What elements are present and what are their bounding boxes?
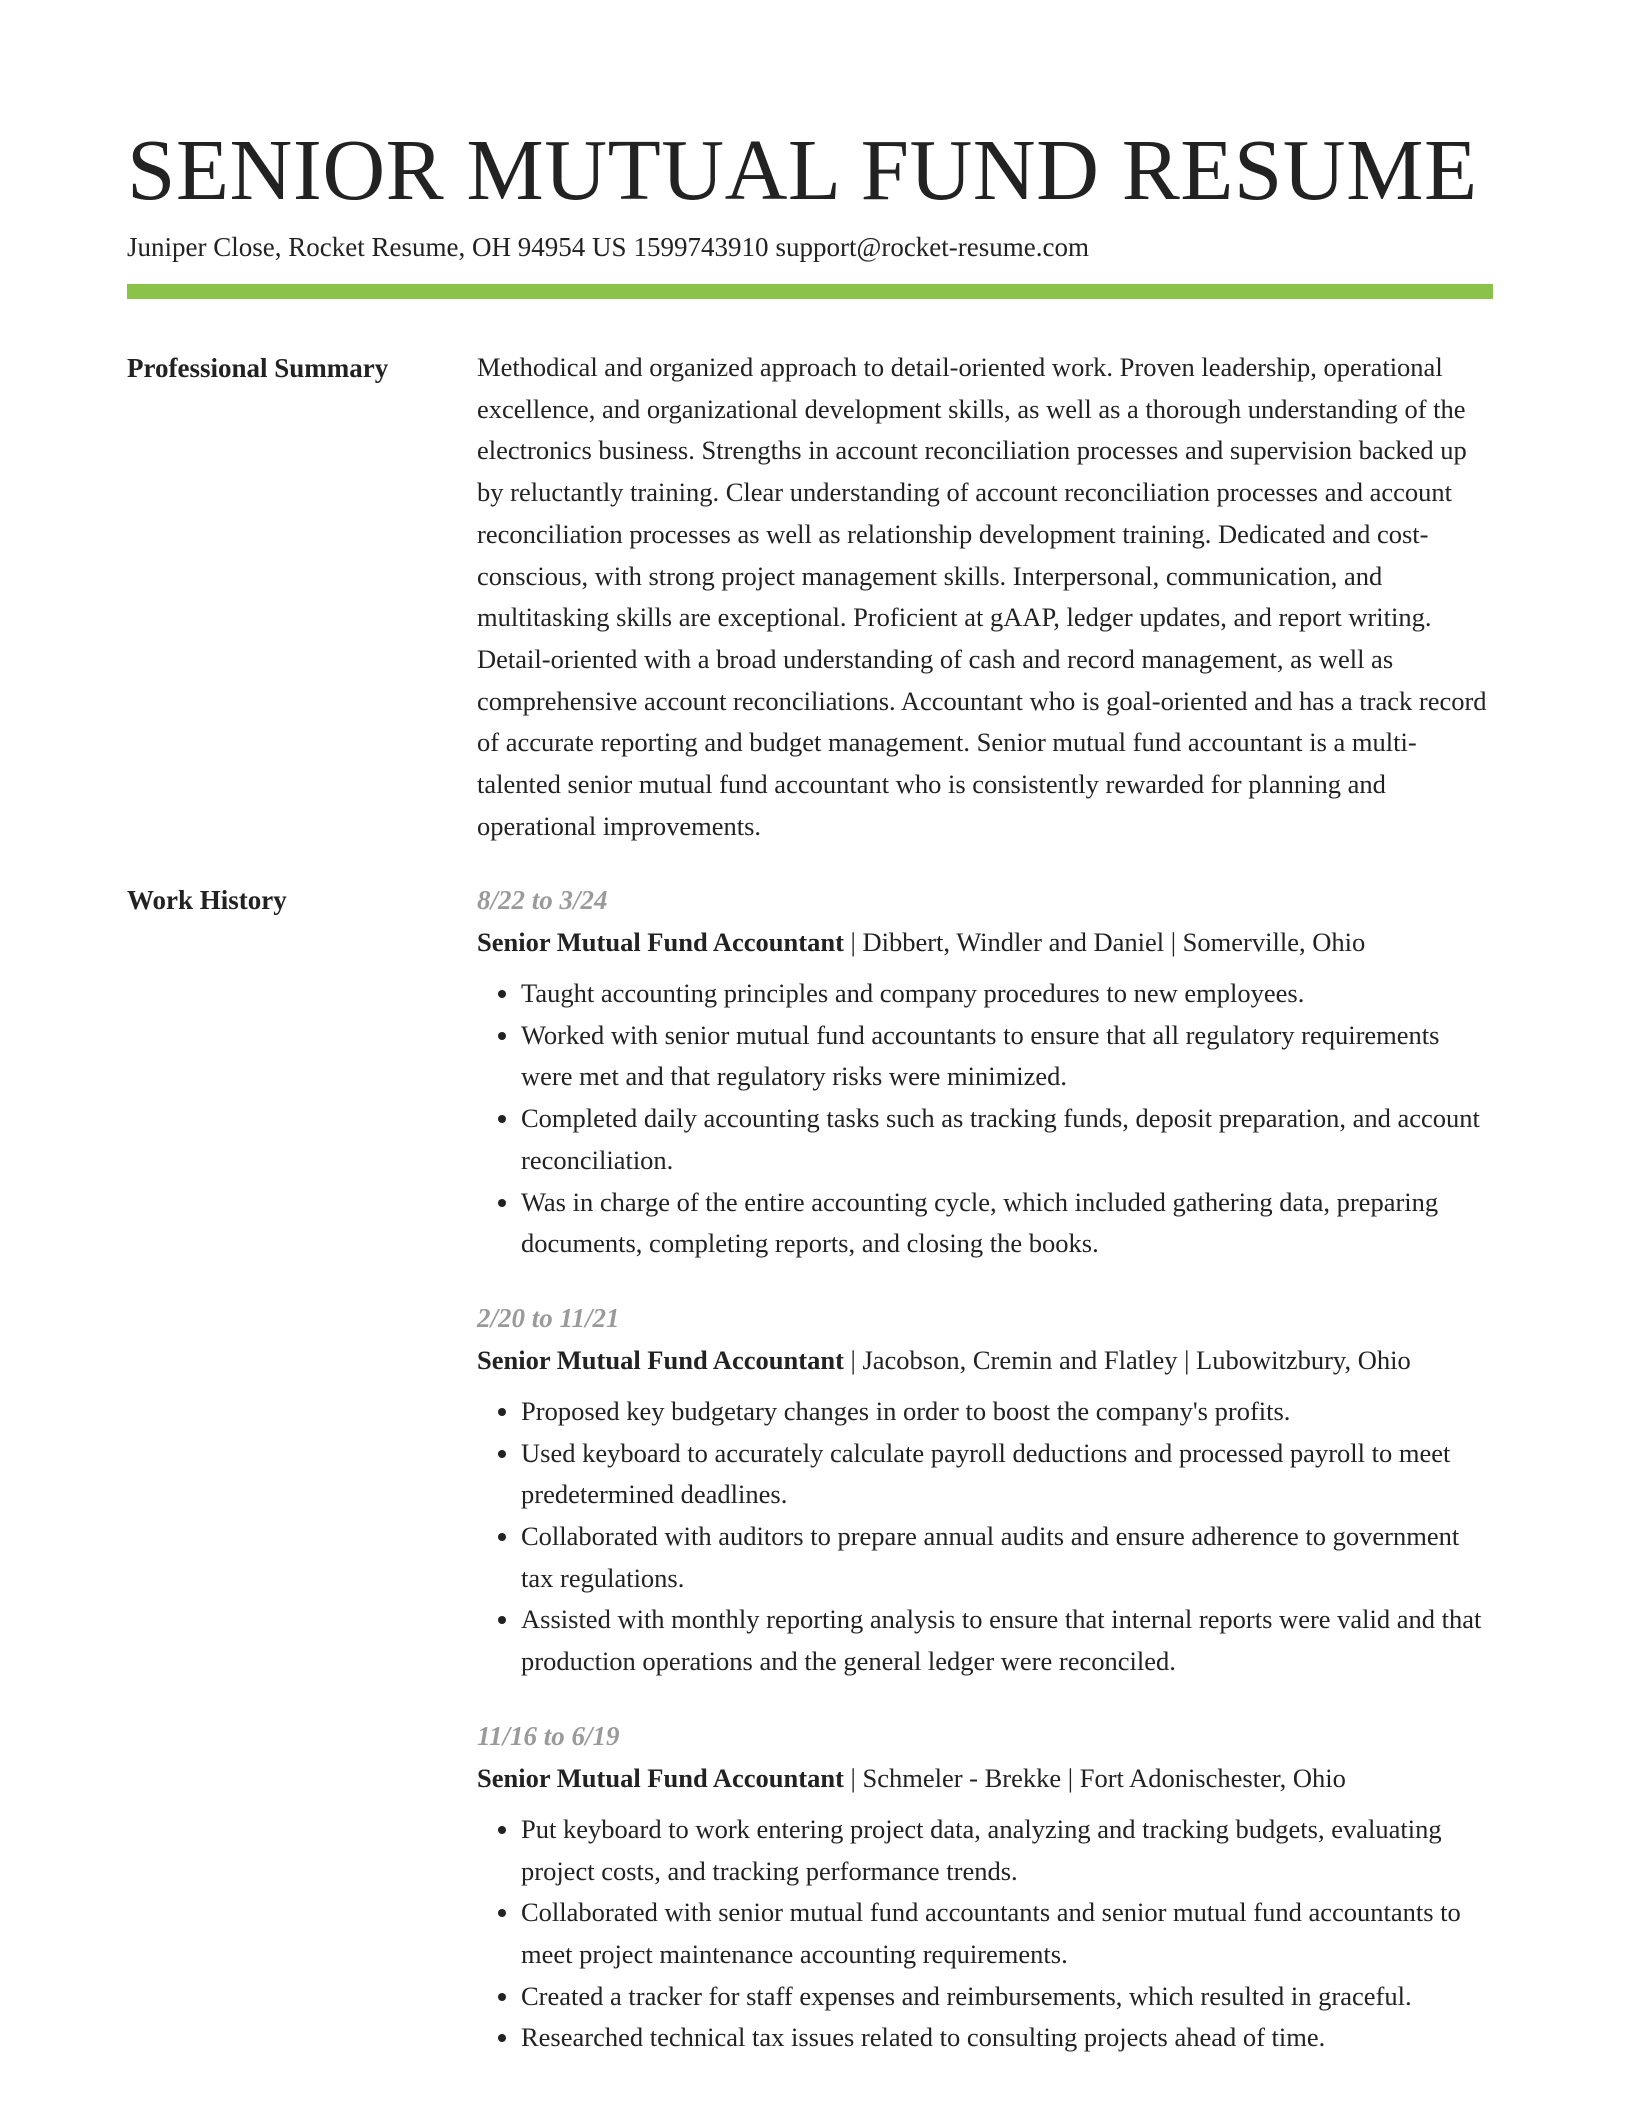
summary-body	[477, 347, 1493, 847]
job-title: Senior Mutual Fund Accountant	[477, 927, 844, 957]
job-heading-line: Senior Mutual Fund Accountant | Jacobson, Cremin and Flatley | Lubowitzbury, Ohio	[477, 1344, 1411, 1375]
job-bullet-list	[477, 973, 1493, 1265]
job-dates: 2/20 to 11/21	[477, 1302, 620, 1333]
job-bullet: • Collaborated with auditors to prepare annual audits and ensure adherence to government tax regulations.	[521, 1516, 1493, 1599]
work-history-body	[477, 879, 1493, 2091]
summary-heading: Professional Summary	[127, 353, 389, 383]
job-entry	[477, 1297, 1493, 1683]
job-bullet: • Used keyboard to accurately calculate payroll deductions and processed payroll to meet predetermined deadlines.	[521, 1433, 1493, 1516]
job-title: Senior Mutual Fund Accountant	[477, 1762, 844, 1793]
job-company: Jacobson, Cremin and Flatley	[862, 1344, 1178, 1375]
work-history-heading: Work History	[127, 885, 287, 915]
job-heading-line: Senior Mutual Fund Accountant | Schmeler - Brekke | Fort Adonischester, Ohio	[477, 1762, 1346, 1793]
header-divider	[127, 284, 1493, 299]
job-bullet: • Was in charge of the entire accounting cycle, which included gathering data, preparing documents, completing reports, and closing the books.	[521, 1182, 1493, 1265]
job-bullet: • Assisted with monthly reporting analysis to ensure that internal reports were valid and that production operations and the general ledger were reconciled.	[521, 1599, 1493, 1682]
job-entry	[477, 879, 1493, 1265]
job-title: Senior Mutual Fund Accountant	[477, 1344, 844, 1375]
job-heading-line: Senior Mutual Fund Accountant | Dibbert, Windler and Daniel | Somerville, Ohio	[477, 927, 1366, 957]
job-location: Lubowitzbury, Ohio	[1196, 1344, 1411, 1375]
job-dates: 11/16 to 6/19	[477, 1720, 620, 1751]
contact-email: support@rocket-resume.com	[775, 232, 1089, 262]
contact-address: Juniper Close, Rocket Resume, OH 94954 US	[127, 232, 627, 262]
job-company: Schmeler - Brekke	[862, 1762, 1062, 1793]
job-bullet-list	[477, 1809, 1493, 2059]
job-entry	[477, 1715, 1493, 2059]
job-bullet: • Collaborated with senior mutual fund accountants and senior mutual fund accountants to meet project maintenance accounting requirements.	[521, 1892, 1493, 1975]
contact-line	[127, 229, 1089, 265]
job-location: Somerville, Ohio	[1182, 927, 1366, 957]
job-bullet: • Proposed key budgetary changes in order to boost the company's profits.	[521, 1391, 1493, 1433]
resume-title: SENIOR MUTUAL FUND RESUME	[127, 121, 1478, 218]
contact-phone: 1599743910	[633, 232, 769, 262]
job-location: Fort Adonischester, Ohio	[1079, 1762, 1346, 1793]
job-bullet: • Taught accounting principles and company procedures to new employees.	[521, 973, 1493, 1015]
job-dates: 8/22 to 3/24	[477, 885, 608, 915]
job-bullet: • Put keyboard to work entering project data, analyzing and tracking budgets, evaluating project costs, and tracking performance trends.	[521, 1809, 1493, 1892]
job-bullet: • Completed daily accounting tasks such as tracking funds, deposit preparation, and account reconciliation.	[521, 1098, 1493, 1181]
job-bullet: • Researched technical tax issues related to consulting projects ahead of time.	[521, 2017, 1493, 2059]
summary-text: Methodical and organized approach to detail-oriented work. Proven leadership, operational excellence, and organizational development skills, as well as a thorough understanding of the electronics business. Strengths in account reconciliation processes and supervision backed up by reluctantly training. Clear understanding of account reconciliation processes and account reconciliation processes as well as relationship development training. Dedicated and cost-conscious, with strong project management skills. Interpersonal, communication, and multitasking skills are exceptional. Proficient at gAAP, ledger updates, and report writing. Detail-oriented with a broad understanding of cash and record management, as well as comprehensive account reconciliations. Accountant who is goal-oriented and has a track record of accurate reporting and budget management. Senior mutual fund accountant is a multi-talented senior mutual fund accountant who is consistently rewarded for planning and operational improvements.	[477, 352, 1487, 841]
job-bullet: • Created a tracker for staff expenses and reimbursements, which resulted in graceful.	[521, 1976, 1493, 2018]
job-bullet: • Worked with senior mutual fund accountants to ensure that all regulatory requirements were met and that regulatory risks were minimized.	[521, 1015, 1493, 1098]
job-bullet-list	[477, 1391, 1493, 1683]
job-company: Dibbert, Windler and Daniel	[862, 927, 1165, 957]
